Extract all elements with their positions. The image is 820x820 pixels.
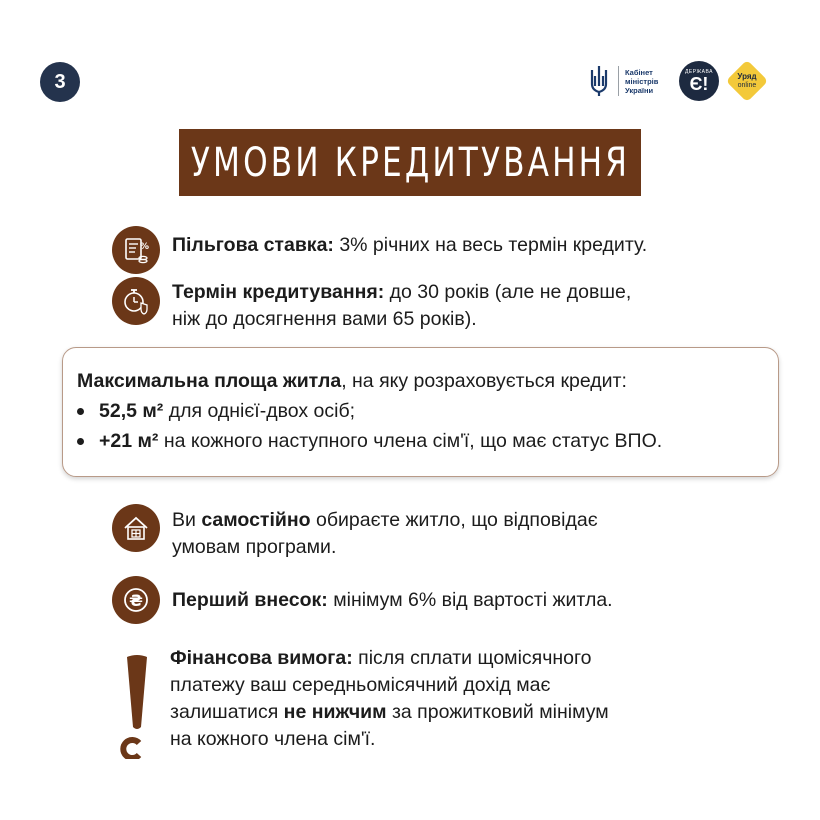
house-icon <box>112 504 160 552</box>
choice-text: Ви самостійно обираєте житло, що відповідає умовам програми. <box>172 509 598 558</box>
deposit-text: Перший внесок: мінімум 6% від вартості житла. <box>172 589 613 611</box>
title-banner <box>179 129 641 196</box>
svg-text:%: % <box>140 242 150 252</box>
page-number-badge: 3 <box>40 62 80 102</box>
area-heading: Максимальна площа житла, на яку розраховується кредит: <box>77 370 627 392</box>
stopwatch-shield-icon <box>112 277 160 325</box>
page-title: УМОВИ КРЕДИТУВАННЯ <box>190 139 630 186</box>
term-text: Термін кредитування: до 30 років (але не довше, ніж до досягнення вами 65 років). <box>172 281 632 330</box>
max-area-box <box>62 347 779 477</box>
uryad-online-logo: Уряд online <box>725 59 769 103</box>
list-item: +21 м² на кожного наступного члена сім'ї, що має статус ВПО. <box>77 426 778 456</box>
document-percent-icon <box>112 226 160 274</box>
rate-text: Пільгова ставка: 3% річних на весь термін кредиту. <box>172 234 648 256</box>
exclamation-icon <box>117 651 157 759</box>
list-item: 52,5 м² для однієї-двох осіб; <box>77 396 778 426</box>
finance-text: Фінансова вимога: після сплати щомісячного платежу ваш середньомісячний дохід має залишатися не нижчим за прожитковий мінімум на кожного члена сім'ї. <box>170 647 609 750</box>
hryvnia-coin-icon <box>112 576 160 624</box>
svg-text:₴: ₴ <box>129 591 143 610</box>
trident-icon <box>588 64 610 98</box>
logos-group <box>588 60 769 102</box>
cabinet-logo-text: Кабінет міністрів України <box>625 67 659 95</box>
diia-logo: ДЕРЖАВА Є! <box>679 61 719 101</box>
area-list <box>77 396 778 456</box>
logo-separator <box>618 66 619 96</box>
